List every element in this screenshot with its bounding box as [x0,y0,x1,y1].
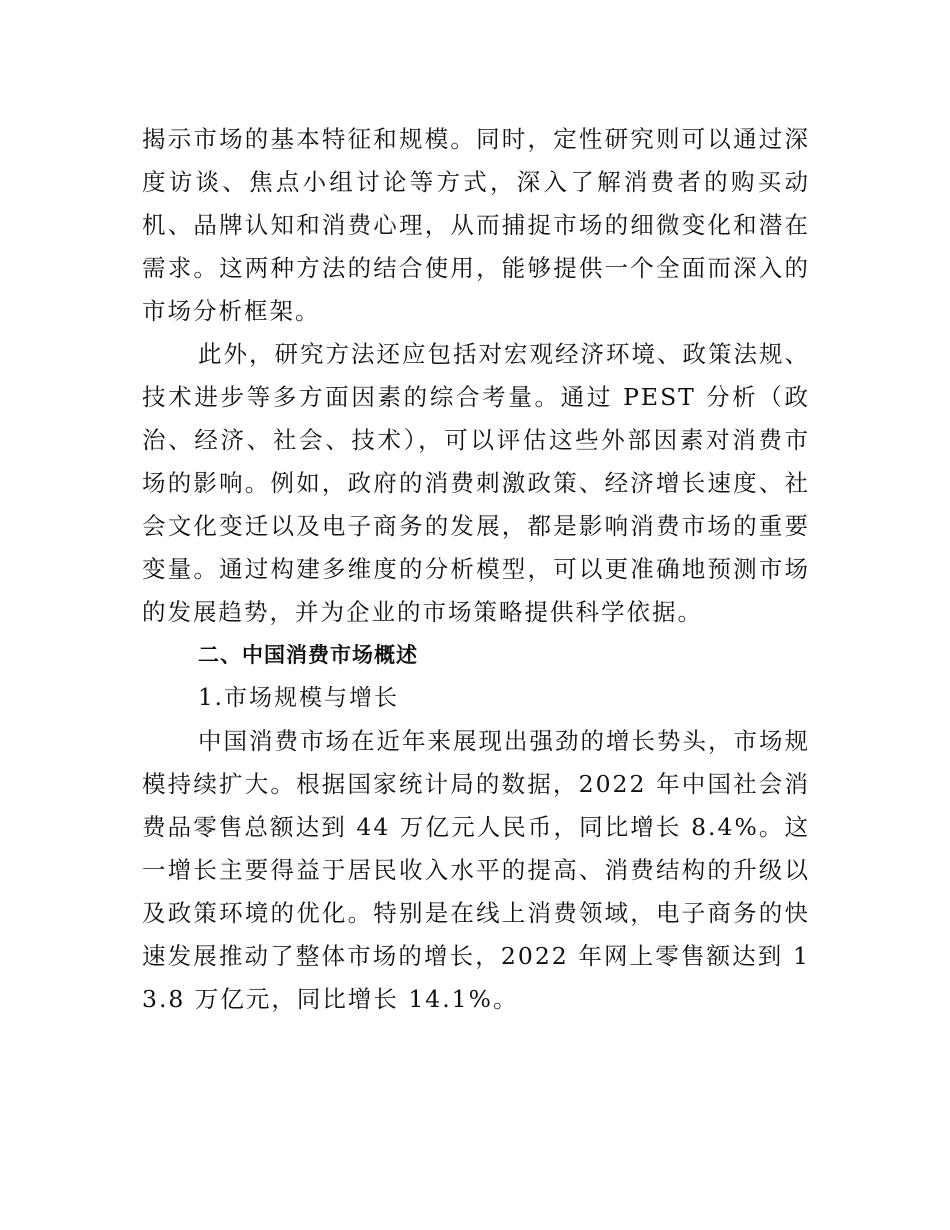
paragraph-pest-analysis: 此外，研究方法还应包括对宏观经济环境、政策法规、技术进步等多方面因素的综合考量。通过 PEST 分析（政治、经济、社会、技术），可以评估这些外部因素对消费市场的影响。例如，政府的消费刺激政策、经济增长速度、社会文化变迁以及电子商务的发展，都是影响消费市场的重要变量。通过构建多维度的分析模型，可以更准确地预测市场的发展趋势，并为企业的市场策略提供科学依据。 [142,340,810,626]
paragraph-continuation: 揭示市场的基本特征和规模。同时，定性研究则可以通过深度访谈、焦点小组讨论等方式，深入了解消费者的购买动机、品牌认知和消费心理，从而捕捉市场的细微变化和潜在需求。这两种方法的结合使用，能够提供一个全面而深入的市场分析框架。 [142,125,810,325]
section-heading: 二、中国消费市场概述 [198,643,418,667]
paragraph-market-size: 中国消费市场在近年来展现出强劲的增长势头，市场规模持续扩大。根据国家统计局的数据，2022 年中国社会消费品零售总额达到 44 万亿元人民币，同比增长 8.4%。这一增长主要得益于居民收入水平的提高、消费结构的升级以及政策环境的优化。特别是在线上消费领域，电子商务的快速发展推动了整体市场的增长，2022 年网上零售额达到 13.8 万亿元，同比增长 14.1%。 [142,727,810,1013]
subsection-heading: 1.市场规模与增长 [198,685,399,711]
document-body [142,118,810,1021]
